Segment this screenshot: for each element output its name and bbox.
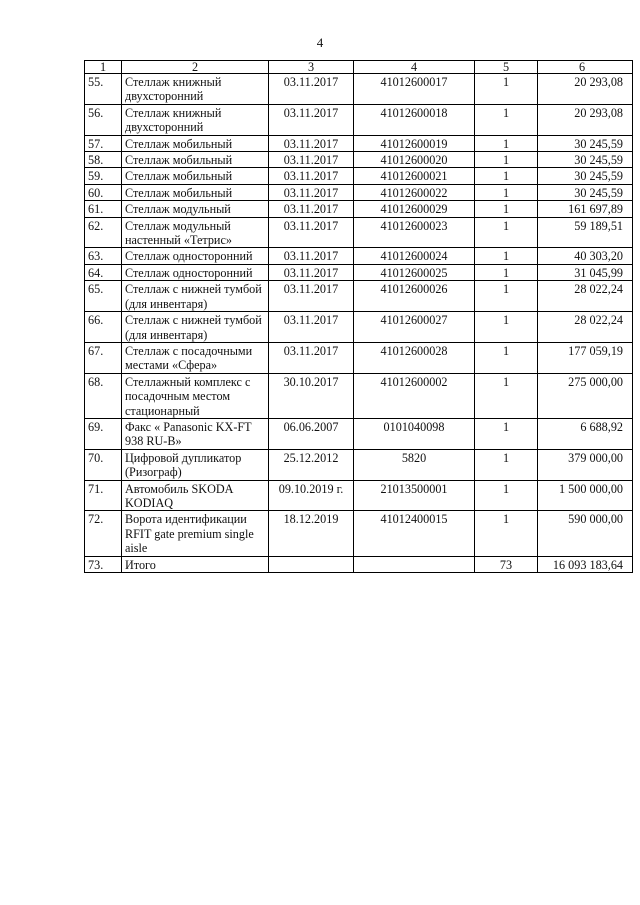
inventory-code: 41012600018 [354, 104, 475, 135]
table-row [85, 342, 633, 373]
item-name: Цифровой дупликатор (Ризограф) [122, 449, 269, 480]
inventory-code: 21013500001 [354, 480, 475, 511]
inventory-code: 41012600021 [354, 168, 475, 184]
header-col-1: 1 [85, 61, 122, 74]
inventory-code [354, 556, 475, 572]
inventory-code: 41012600027 [354, 312, 475, 343]
item-quantity: 1 [475, 135, 538, 151]
item-date: 06.06.2007 [269, 418, 354, 449]
row-number: 61. [85, 201, 122, 217]
item-name: Стеллаж мобильный [122, 152, 269, 168]
row-number: 55. [85, 74, 122, 105]
header-col-5: 5 [475, 61, 538, 74]
item-quantity: 1 [475, 312, 538, 343]
item-quantity: 1 [475, 248, 538, 264]
table-row [85, 248, 633, 264]
header-col-2: 2 [122, 61, 269, 74]
table-row [85, 418, 633, 449]
item-sum: 590 000,00 [538, 511, 633, 556]
row-number: 68. [85, 373, 122, 418]
item-quantity: 1 [475, 264, 538, 280]
row-number: 73. [85, 556, 122, 572]
item-date: 03.11.2017 [269, 264, 354, 280]
table-row [85, 184, 633, 200]
row-number: 66. [85, 312, 122, 343]
row-number: 58. [85, 152, 122, 168]
table-header-row [85, 61, 633, 74]
item-name: Стеллаж книжный двухсторонний [122, 74, 269, 105]
row-number: 62. [85, 217, 122, 248]
row-number: 72. [85, 511, 122, 556]
item-date: 03.11.2017 [269, 201, 354, 217]
item-date: 09.10.2019 г. [269, 480, 354, 511]
table-row [85, 135, 633, 151]
inventory-code: 41012600023 [354, 217, 475, 248]
item-sum: 40 303,20 [538, 248, 633, 264]
inventory-code: 41012600019 [354, 135, 475, 151]
table-row [85, 201, 633, 217]
row-number: 59. [85, 168, 122, 184]
item-sum: 1 500 000,00 [538, 480, 633, 511]
item-date: 03.11.2017 [269, 217, 354, 248]
item-sum: 28 022,24 [538, 281, 633, 312]
table-row [85, 480, 633, 511]
item-sum: 275 000,00 [538, 373, 633, 418]
table-row [85, 217, 633, 248]
item-name: Стеллаж с нижней тумбой (для инвентаря) [122, 312, 269, 343]
item-date: 03.11.2017 [269, 184, 354, 200]
item-name: Стеллаж с посадочными местами «Сфера» [122, 342, 269, 373]
item-name: Стеллаж мобильный [122, 135, 269, 151]
item-quantity: 1 [475, 104, 538, 135]
table-row [85, 511, 633, 556]
item-quantity: 1 [475, 217, 538, 248]
item-sum: 379 000,00 [538, 449, 633, 480]
item-quantity: 1 [475, 281, 538, 312]
item-date: 03.11.2017 [269, 152, 354, 168]
inventory-code: 41012600020 [354, 152, 475, 168]
item-sum: 28 022,24 [538, 312, 633, 343]
row-number: 67. [85, 342, 122, 373]
item-sum: 30 245,59 [538, 135, 633, 151]
item-quantity: 1 [475, 152, 538, 168]
item-name: Стеллаж односторонний [122, 264, 269, 280]
item-sum: 31 045,99 [538, 264, 633, 280]
row-number: 65. [85, 281, 122, 312]
table-row [85, 74, 633, 105]
table-row [85, 104, 633, 135]
item-sum: 161 697,89 [538, 201, 633, 217]
inventory-code: 41012600017 [354, 74, 475, 105]
item-quantity: 1 [475, 449, 538, 480]
header-col-4: 4 [354, 61, 475, 74]
item-sum: 59 189,51 [538, 217, 633, 248]
item-quantity: 1 [475, 201, 538, 217]
item-date: 18.12.2019 [269, 511, 354, 556]
inventory-code: 41012600026 [354, 281, 475, 312]
inventory-code: 41012600025 [354, 264, 475, 280]
item-sum: 20 293,08 [538, 74, 633, 105]
item-name: Автомобиль SKODA KODIAQ [122, 480, 269, 511]
item-date: 03.11.2017 [269, 281, 354, 312]
inventory-code: 0101040098 [354, 418, 475, 449]
inventory-code: 41012400015 [354, 511, 475, 556]
item-quantity: 1 [475, 373, 538, 418]
item-quantity: 1 [475, 342, 538, 373]
row-number: 60. [85, 184, 122, 200]
total-quantity: 73 [475, 556, 538, 572]
item-name: Стеллаж модульный [122, 201, 269, 217]
row-number: 64. [85, 264, 122, 280]
item-date: 03.11.2017 [269, 135, 354, 151]
row-number: 63. [85, 248, 122, 264]
row-number: 71. [85, 480, 122, 511]
item-name: Стеллаж мобильный [122, 184, 269, 200]
inventory-code: 41012600024 [354, 248, 475, 264]
inventory-code: 41012600028 [354, 342, 475, 373]
row-number: 57. [85, 135, 122, 151]
item-date: 03.11.2017 [269, 248, 354, 264]
table-row [85, 264, 633, 280]
table-row [85, 312, 633, 343]
table-row [85, 168, 633, 184]
item-quantity: 1 [475, 511, 538, 556]
total-row [85, 556, 633, 572]
page-number: 4 [316, 35, 324, 50]
item-sum: 30 245,59 [538, 152, 633, 168]
item-date: 03.11.2017 [269, 104, 354, 135]
item-quantity: 1 [475, 480, 538, 511]
item-date: 03.11.2017 [269, 312, 354, 343]
table-row [85, 281, 633, 312]
item-name: Стеллаж модульный настенный «Тетрис» [122, 217, 269, 248]
item-name: Стеллаж односторонний [122, 248, 269, 264]
inventory-code: 41012600029 [354, 201, 475, 217]
item-sum: 177 059,19 [538, 342, 633, 373]
inventory-code: 41012600022 [354, 184, 475, 200]
table-row [85, 449, 633, 480]
total-label: Итого [122, 556, 269, 572]
inventory-code: 41012600002 [354, 373, 475, 418]
item-date: 03.11.2017 [269, 168, 354, 184]
item-quantity: 1 [475, 418, 538, 449]
row-number: 70. [85, 449, 122, 480]
item-name: Стеллаж мобильный [122, 168, 269, 184]
item-date: 25.12.2012 [269, 449, 354, 480]
item-sum: 20 293,08 [538, 104, 633, 135]
item-date: 03.11.2017 [269, 74, 354, 105]
item-date: 03.11.2017 [269, 342, 354, 373]
item-name: Стеллажный комплекс с посадочным местом стационарный [122, 373, 269, 418]
item-date: 30.10.2017 [269, 373, 354, 418]
item-name: Факс « Panasonic KX-FT 938 RU-B» [122, 418, 269, 449]
item-date [269, 556, 354, 572]
item-quantity: 1 [475, 184, 538, 200]
item-name: Стеллаж с нижней тумбой (для инвентаря) [122, 281, 269, 312]
row-number: 69. [85, 418, 122, 449]
total-sum: 16 093 183,64 [538, 556, 633, 572]
item-quantity: 1 [475, 74, 538, 105]
item-sum: 30 245,59 [538, 184, 633, 200]
table-row [85, 152, 633, 168]
inventory-code: 5820 [354, 449, 475, 480]
inventory-table [84, 60, 633, 573]
item-quantity: 1 [475, 168, 538, 184]
item-name: Стеллаж книжный двухсторонний [122, 104, 269, 135]
header-col-6: 6 [538, 61, 633, 74]
table-row [85, 373, 633, 418]
item-name: Ворота идентификации RFIT gate premium single aisle [122, 511, 269, 556]
row-number: 56. [85, 104, 122, 135]
item-sum: 6 688,92 [538, 418, 633, 449]
item-sum: 30 245,59 [538, 168, 633, 184]
header-col-3: 3 [269, 61, 354, 74]
